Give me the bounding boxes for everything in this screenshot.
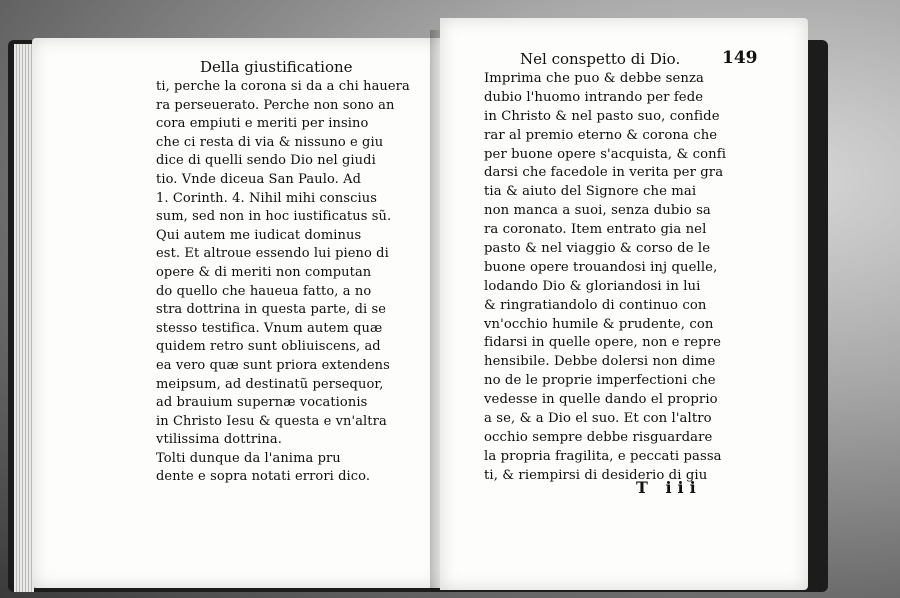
text-line: vn'occhio humile & prudente, con (484, 316, 714, 332)
text-line: la propria fragilita, e peccati passa (484, 448, 722, 464)
text-line: ea vero quæ sunt priora extendens (156, 357, 390, 373)
text-line: cora empiuti e meriti per insino (156, 116, 369, 132)
text-line: quidem retro sunt obliuiscens, ad (156, 339, 381, 355)
text-line: Tolti dunque da l'anima pru (156, 450, 341, 466)
left-running-header: Della giustificatione (200, 58, 353, 76)
text-line: opere & di meriti non computan (156, 264, 372, 280)
text-line: do quello che haueua fatto, a no (156, 283, 372, 299)
text-line: sum, sed non in hoc iustificatus sũ. (156, 209, 392, 225)
text-line: est. Et altroue essendo lui pieno di (156, 246, 389, 262)
text-line: tio. Vnde diceua San Paulo. Ad (156, 171, 362, 187)
text-line: stra dottrina in questa parte, di se (156, 302, 387, 318)
text-line: ad brauium supernæ vocationis (156, 395, 368, 411)
right-text-block (484, 70, 784, 486)
text-line: lodando Dio & gloriandosi in lui (484, 278, 701, 294)
text-line: hensibile. Debbe dolersi non dime (484, 354, 716, 370)
text-line: in Christo & nel pasto suo, confide (484, 108, 720, 124)
text-line: vedesse in quelle dando el proprio (484, 392, 718, 408)
text-line: dubio l'huomo intrando per fede (484, 89, 704, 105)
text-line: tia & aiuto del Signore che mai (484, 184, 697, 200)
text-line: pasto & nel viaggio & corso de le (484, 241, 711, 257)
text-line: stesso testifica. Vnum autem quæ (156, 320, 383, 336)
text-line: darsi che facedole in verita per gra (484, 165, 724, 181)
text-line: non manca a suoi, senza dubio sa (484, 203, 711, 219)
text-line: dente e sopra notati errori dico. (156, 469, 371, 485)
text-line: no de le proprie imperfectioni che (484, 373, 716, 389)
text-line: ra coronato. Item entrato gia nel (484, 222, 707, 238)
right-running-header: Nel conspetto di Dio. (520, 50, 681, 68)
text-line: ra perseuerato. Perche non sono an (156, 97, 395, 113)
text-line: in Christo Iesu & questa e vn'altra (156, 413, 387, 429)
text-line: meipsum, ad destinatũ persequor, (156, 376, 384, 392)
text-line: ti, perche la corona si da a chi hauera (156, 79, 410, 94)
right-page (440, 18, 808, 590)
text-line: rar al premio eterno & corona che (484, 127, 718, 143)
text-line: occhio sempre debbe risguardare (484, 429, 713, 445)
text-line: buone opere trouandosi inj quelle, (484, 259, 718, 275)
text-line: & ringratiandolo di continuo con (484, 297, 707, 313)
text-line: 1. Corinth. 4. Nihil mihi conscius (156, 190, 377, 206)
text-line: per buone opere s'acquista, & confi (484, 146, 727, 162)
page-edges (14, 44, 34, 592)
signature-mark: T iii (636, 478, 702, 497)
text-line: a se, & a Dio el suo. Et con l'altro (484, 411, 712, 427)
text-line: che ci resta di via & nissuno e giu (156, 134, 384, 150)
text-line: fidarsi in quelle opere, non e repre (484, 335, 722, 351)
text-line: dice di quelli sendo Dio nel giudi (156, 153, 376, 169)
left-text-block (156, 78, 432, 487)
text-line: ti, & riempirsi di desiderio di giu (484, 467, 708, 483)
text-line: Imprima che puo & debbe senza (484, 71, 705, 86)
page-number: 149 (722, 48, 758, 68)
left-page (32, 38, 442, 588)
text-line: Qui autem me iudicat dominus (156, 227, 362, 243)
text-line: vtilissima dottrina. (156, 432, 282, 448)
